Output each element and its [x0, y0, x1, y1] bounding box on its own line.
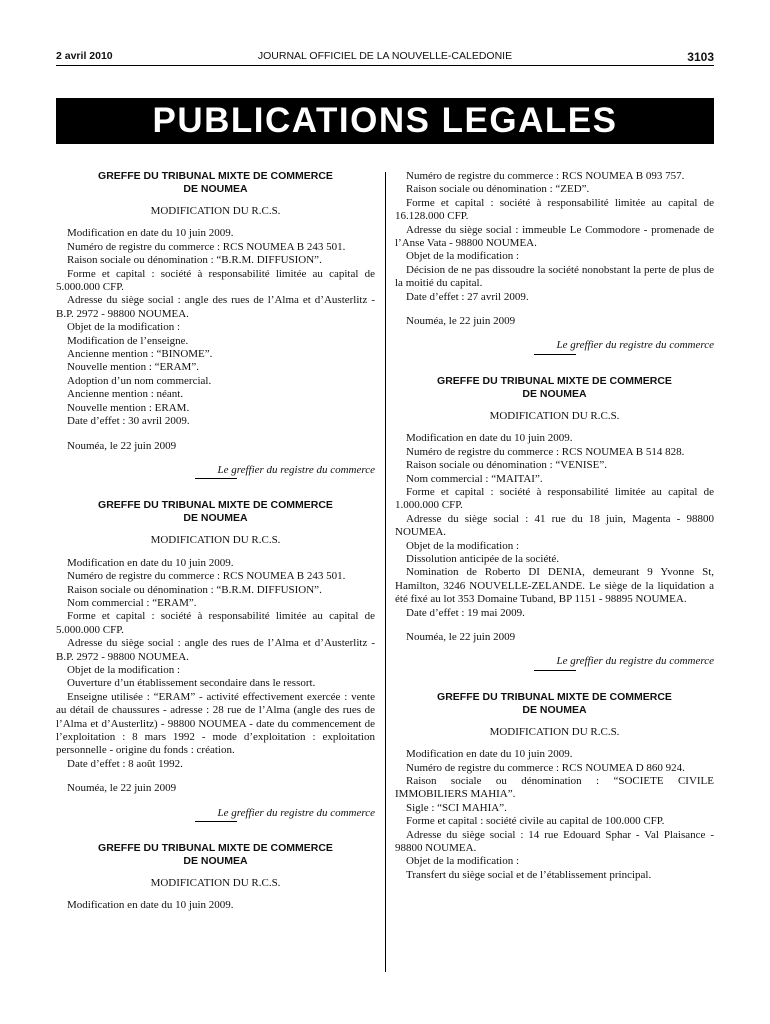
notice-line: Nom commercial : “ERAM”.	[67, 596, 197, 609]
notice-line: Numéro de registre du commerce : RCS NOUMEA B 514 828.	[406, 445, 685, 458]
greffe-line: GREFFE DU TRIBUNAL MIXTE DE COMMERCE	[437, 690, 672, 703]
notice-line: Modification en date du 10 juin 2009.	[67, 227, 234, 240]
notice-line: Transfert du siège social et de l’établissement principal.	[406, 868, 652, 881]
signature: Le greffier du registre du commerce	[217, 463, 375, 476]
place-date: Nouméa, le 22 juin 2009	[67, 439, 177, 452]
notice-line: Objet de la modification :	[406, 250, 520, 263]
notice-title: MODIFICATION DU R.C.S.	[150, 205, 281, 217]
signature-rule	[534, 354, 576, 355]
notice-line: Nomination de Roberto DI DENIA, demeurant 9 Yvonne St, Hamilton, 3246 NOUVELLE-ZELANDE. Le siège de la liquidation a été fixé au lot 353 Domaine Tuband, BP 1151 - 98895 NOUMEA.	[395, 566, 714, 606]
greffe-line: GREFFE DU TRIBUNAL MIXTE DE COMMERCE	[437, 374, 672, 387]
greffe-line: DE NOUMEA	[183, 512, 248, 525]
greffe-line: GREFFE DU TRIBUNAL MIXTE DE COMMERCE	[98, 499, 333, 512]
notice-line: Raison sociale ou dénomination : “B.R.M. DIFFUSION”.	[67, 254, 322, 267]
notice-line: Dissolution anticipée de la société.	[406, 552, 560, 565]
notice-line: Numéro de registre du commerce : RCS NOUMEA B 243 501.	[67, 240, 346, 253]
notice-line: Modification de l’enseigne.	[67, 334, 189, 347]
running-header	[56, 50, 714, 66]
place-date: Nouméa, le 22 juin 2009	[406, 315, 516, 328]
notice-title: MODIFICATION DU R.C.S.	[150, 877, 281, 890]
right-column	[395, 170, 714, 902]
notice-line: Objet de la modification :	[406, 855, 520, 868]
notice-line: Raison sociale ou dénomination : “ZED”.	[406, 183, 590, 196]
greffe-line: DE NOUMEA	[522, 703, 587, 716]
notice-line: Objet de la modification :	[406, 539, 520, 552]
notice-line: Adoption d’un nom commercial.	[67, 374, 212, 387]
place-date: Nouméa, le 22 juin 2009	[67, 782, 177, 795]
signature: Le greffier du registre du commerce	[556, 655, 714, 668]
notice-line: Sigle : “SCI MAHIA”.	[406, 801, 507, 814]
notice-continued	[395, 170, 714, 355]
notice	[395, 691, 714, 882]
notice-line: Numéro de registre du commerce : RCS NOUMEA B 093 757.	[406, 170, 685, 182]
notice-line: Date d’effet : 8 août 1992.	[67, 757, 183, 770]
header-rule	[56, 65, 714, 66]
greffe-line: DE NOUMEA	[183, 183, 248, 195]
notice-line: Raison sociale ou dénomination : “VENISE”.	[406, 459, 608, 472]
notice	[56, 499, 375, 822]
greffe-heading	[405, 375, 704, 401]
notice-line: Adresse du siège social : 41 rue du 18 juin, Magenta - 98800 NOUMEA.	[395, 512, 714, 539]
notice-line: Numéro de registre du commerce : RCS NOUMEA D 860 924.	[406, 761, 685, 774]
column-divider	[385, 172, 386, 972]
notice	[56, 842, 375, 913]
notice-title: MODIFICATION DU R.C.S.	[489, 409, 620, 422]
notice-line: Forme et capital : société à responsabilité limitée au capital de 1.000.000 CFP.	[395, 485, 714, 512]
signature-rule	[195, 821, 237, 822]
notice-title: MODIFICATION DU R.C.S.	[489, 725, 620, 738]
greffe-heading	[405, 691, 704, 717]
notice-line: Ouverture d’un établissement secondaire dans le ressort.	[67, 677, 316, 690]
signature: Le greffier du registre du commerce	[556, 339, 714, 352]
section-banner	[56, 98, 714, 144]
issue-date: 2 avril 2010	[56, 50, 113, 62]
page-number: 3103	[687, 50, 714, 64]
notice-line: Forme et capital : société civile au capital de 100.000 CFP.	[406, 815, 665, 828]
notice-line: Forme et capital : société à responsabilité limitée au capital de 5.000.000 CFP.	[56, 610, 375, 636]
signature-rule	[195, 478, 237, 479]
notice-line: Adresse du siège social : angle des rues de l’Alma et d’Austerlitz - B.P. 2972 - 98800 NOUMEA.	[56, 294, 375, 320]
notice-line: Raison sociale ou dénomination : “SOCIETE CIVILE IMMOBILIERS MAHIA”.	[395, 775, 714, 801]
notice-line: Date d’effet : 27 avril 2009.	[406, 290, 529, 303]
notice-title: MODIFICATION DU R.C.S.	[150, 534, 281, 547]
notice-line: Adresse du siège social : angle des rues de l’Alma et d’Austerlitz - B.P. 2972 - 98800 NOUMEA.	[56, 637, 375, 663]
greffe-line: DE NOUMEA	[183, 855, 248, 868]
notice-line: Enseigne utilisée : “ERAM” - activité effectivement exercée : vente au détail de chaussures - adresse : 28 rue de l’Alma (angle des rues de l’Alma et d’Austerlitz) - 98800 NOUMEA - date du commencement de l’exploitation : 8 mars 1992 - mode d’exploitation : exploitation personnelle - origine du fonds : création.	[56, 690, 375, 757]
left-column	[56, 170, 375, 933]
notice-line: Modification en date du 10 juin 2009.	[67, 899, 234, 912]
notice	[56, 170, 375, 479]
notice-line: Date d’effet : 19 mai 2009.	[406, 606, 525, 619]
greffe-heading	[66, 842, 365, 868]
notice-line: Adresse du siège social : immeuble Le Commodore - promenade de l’Anse Vata - 98800 NOUMEA.	[395, 223, 714, 250]
journal-title: JOURNAL OFFICIEL DE LA NOUVELLE-CALEDONIE	[257, 50, 513, 62]
notice-line: Forme et capital : société à responsabilité limitée au capital de 16.128.000 CFP.	[395, 196, 714, 223]
signature-rule	[534, 670, 576, 671]
greffe-heading	[66, 499, 365, 525]
notice-line: Décision de ne pas dissoudre la société nonobstant la perte de plus de la moitié du capital.	[395, 263, 714, 290]
notice-line: Nouvelle mention : “ERAM”.	[67, 361, 199, 374]
notice-line: Forme et capital : société à responsabilité limitée au capital de 5.000.000 CFP.	[56, 267, 375, 294]
notice-line: Ancienne mention : “BINOME”.	[67, 348, 213, 361]
notice-line: Nom commercial : “MAITAI”.	[406, 472, 543, 485]
notice-line: Objet de la modification :	[67, 321, 181, 334]
notice-line: Numéro de registre du commerce : RCS NOUMEA B 243 501.	[67, 570, 346, 583]
notice-line: Ancienne mention : néant.	[67, 388, 184, 401]
notice-line: Modification en date du 10 juin 2009.	[406, 432, 573, 445]
greffe-line: GREFFE DU TRIBUNAL MIXTE DE COMMERCE	[98, 170, 333, 182]
notice-line: Raison sociale ou dénomination : “B.R.M. DIFFUSION”.	[67, 583, 322, 596]
greffe-heading	[66, 170, 365, 196]
notice	[395, 375, 714, 671]
notice-line: Objet de la modification :	[67, 663, 181, 676]
notice-line: Nouvelle mention : ERAM.	[67, 401, 190, 414]
greffe-line: GREFFE DU TRIBUNAL MIXTE DE COMMERCE	[98, 842, 333, 855]
greffe-line: DE NOUMEA	[522, 387, 587, 400]
notice-line: Adresse du siège social : 14 rue Edouard Sphar - Val Plaisance - 98800 NOUMEA.	[395, 828, 714, 855]
section-title: PUBLICATIONS LEGALES	[152, 101, 618, 140]
notice-line: Modification en date du 10 juin 2009.	[406, 748, 573, 761]
signature: Le greffier du registre du commerce	[217, 806, 375, 819]
notice-line: Date d’effet : 30 avril 2009.	[67, 415, 190, 428]
place-date: Nouméa, le 22 juin 2009	[406, 630, 516, 643]
notice-line: Modification en date du 10 juin 2009.	[67, 556, 234, 569]
